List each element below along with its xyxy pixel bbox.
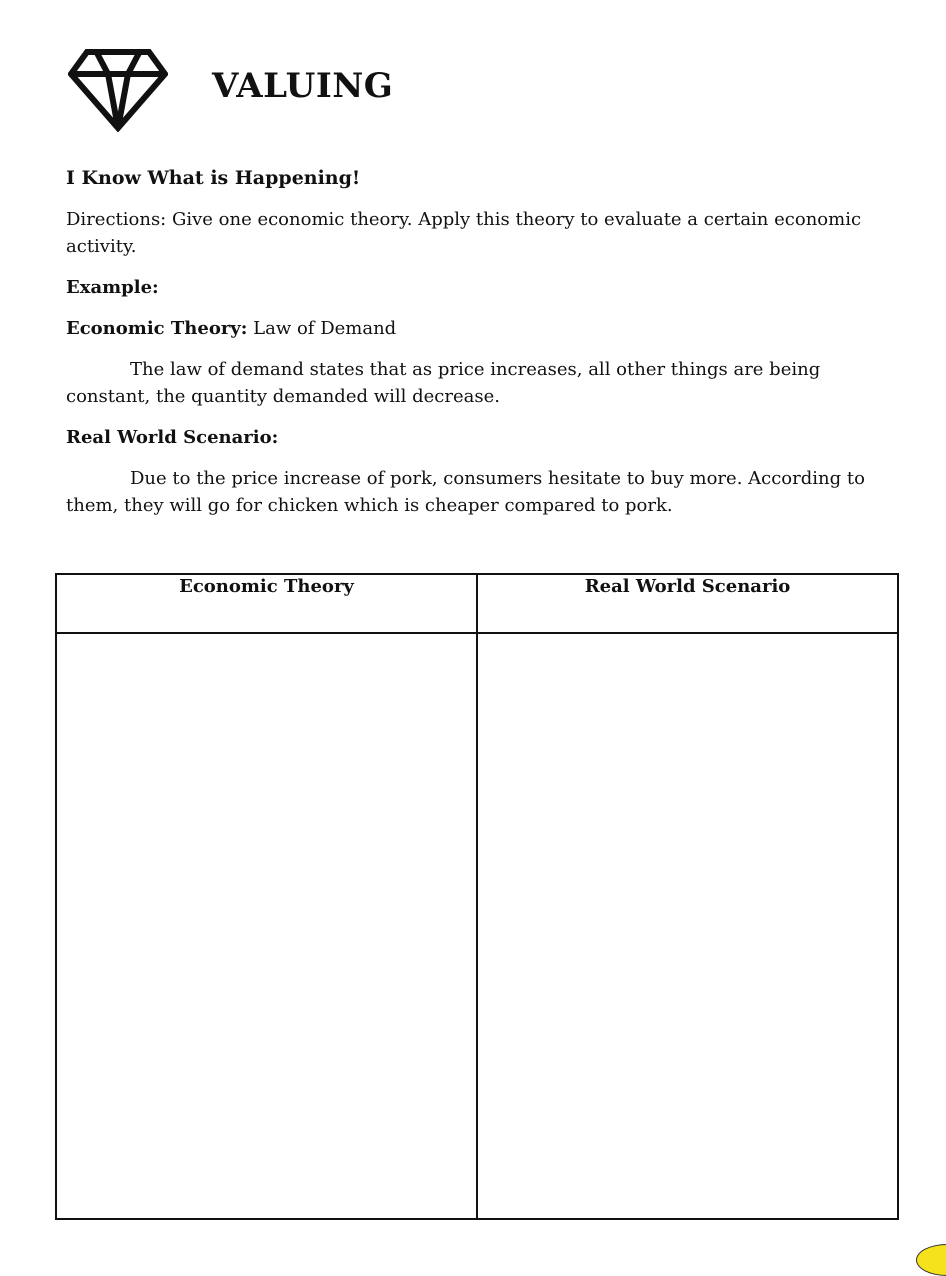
column-header-economic-theory: Economic Theory [56, 574, 477, 633]
example-label: Example: [66, 277, 159, 298]
theory-description: The law of demand states that as price increases, all other things are being constant, the quantity demanded will decrease. [66, 359, 821, 407]
answer-cell-real-world-scenario[interactable] [477, 633, 898, 1219]
diamond-icon [68, 48, 168, 132]
scenario-description: Due to the price increase of pork, consumers hesitate to buy more. According to them, they will go for chicken which is cheaper compared to pork. [66, 468, 865, 516]
corner-decoration [916, 1244, 946, 1276]
page-title: VALUING [212, 66, 394, 106]
activity-section [66, 165, 876, 519]
column-header-real-world-scenario: Real World Scenario [477, 574, 898, 633]
table-row [56, 633, 898, 1219]
section-heading: I Know What is Happening! [66, 167, 361, 189]
answer-cell-economic-theory[interactable] [56, 633, 477, 1219]
table-header-row [56, 574, 898, 633]
scenario-label: Real World Scenario: [66, 427, 279, 448]
page-header [68, 48, 668, 132]
economic-theory-value: Law of Demand [253, 318, 397, 339]
directions-text: Directions: Give one economic theory. Apply this theory to evaluate a certain economic activity. [66, 209, 862, 257]
answer-table [55, 573, 899, 1220]
economic-theory-line [66, 315, 876, 342]
economic-theory-label: Economic Theory: [66, 318, 248, 339]
